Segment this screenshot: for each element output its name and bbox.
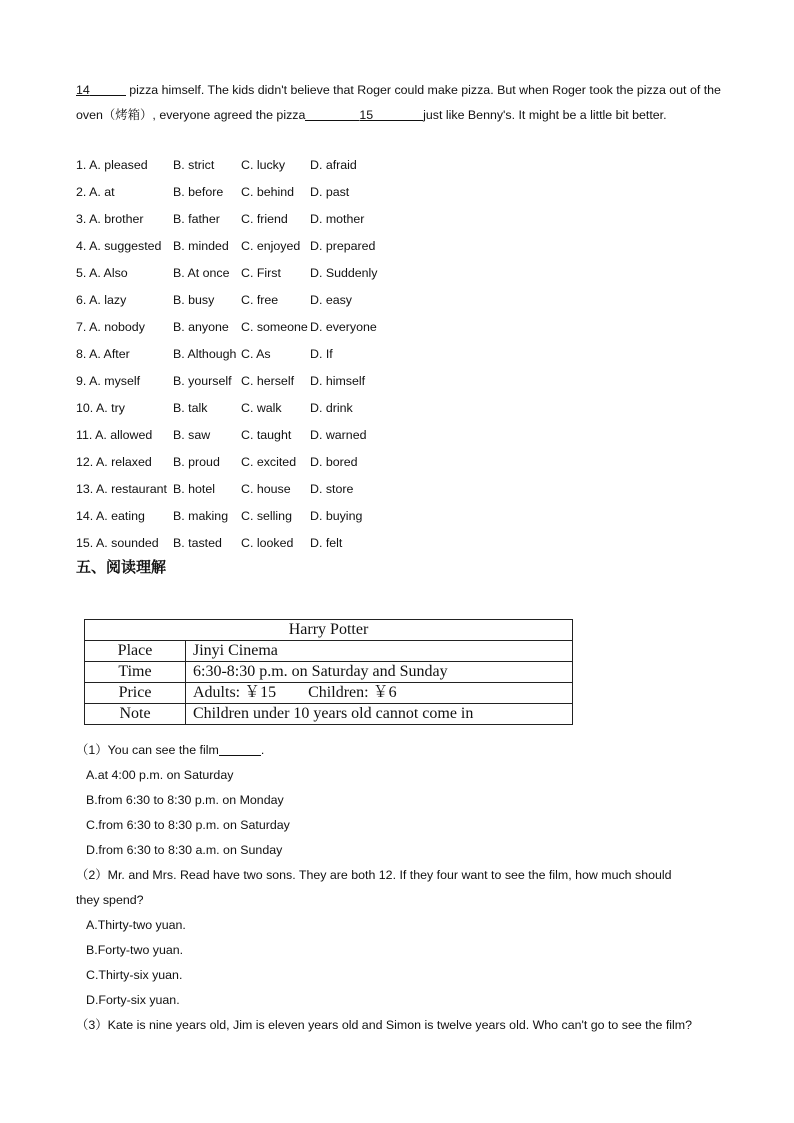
row-key-price: Price	[85, 683, 186, 704]
question-1-option-c: C.from 6:30 to 8:30 p.m. on Saturday	[86, 818, 290, 832]
question-2-stem-line2: they spend?	[76, 893, 144, 907]
option-c: C. house	[241, 482, 291, 496]
reading-questions	[76, 738, 736, 1038]
option-row	[76, 341, 476, 368]
option-b: B. saw	[173, 428, 211, 442]
blank-15-label: 15	[359, 108, 374, 122]
option-b: B. busy	[173, 293, 215, 307]
option-a: 5. A. Also	[76, 266, 128, 280]
passage-text-2: just like Benny's. It might be a little bit better.	[423, 108, 667, 122]
table-row	[85, 641, 573, 662]
option-a: 8. A. After	[76, 347, 130, 361]
option-row	[76, 449, 476, 476]
option-a: 9. A. myself	[76, 374, 141, 388]
option-b: B. minded	[173, 239, 229, 253]
option-b: B. yourself	[173, 374, 232, 388]
row-value-note: Children under 10 years old cannot come in	[186, 704, 573, 725]
option-d: D. afraid	[310, 158, 357, 172]
row-key-time: Time	[85, 662, 186, 683]
blank-15-line-right	[373, 106, 423, 121]
option-row	[76, 395, 476, 422]
option-c: C. enjoyed	[241, 239, 301, 253]
option-a: 13. A. restaurant	[76, 482, 167, 496]
question-1-stem: （1）You can see the film .	[76, 743, 265, 757]
option-row	[76, 206, 476, 233]
option-d: D. warned	[310, 428, 367, 442]
question-2-stem-line1: （2）Mr. and Mrs. Read have two sons. They are both 12. If they four want to see the film, how much should	[76, 868, 672, 882]
option-row	[76, 530, 476, 557]
question-1-option-d: D.from 6:30 to 8:30 a.m. on Sunday	[86, 843, 283, 857]
option-c: C. free	[241, 293, 279, 307]
row-value-place: Jinyi Cinema	[186, 641, 573, 662]
option-b: B. proud	[173, 455, 220, 469]
option-c: C. behind	[241, 185, 295, 199]
option-a: 3. A. brother	[76, 212, 144, 226]
question-3-stem: （3）Kate is nine years old, Jim is eleven years old and Simon is twelve years old. Who can't go to see the film?	[76, 1018, 692, 1032]
option-a: 10. A. try	[76, 401, 125, 415]
option-b: B. anyone	[173, 320, 229, 334]
question-2-option-b: B.Forty-two yuan.	[86, 943, 184, 957]
option-a: 2. A. at	[76, 185, 115, 199]
option-row	[76, 503, 476, 530]
blank-14-label: 14	[76, 83, 90, 97]
question-2-option-d: D.Forty-six yuan.	[86, 993, 180, 1007]
option-row	[76, 179, 476, 206]
option-b: B. talk	[173, 401, 208, 415]
option-row	[76, 152, 476, 179]
option-d: D. bored	[310, 455, 358, 469]
option-b: B. tasted	[173, 536, 222, 550]
option-c: C. taught	[241, 428, 292, 442]
option-c: C. As	[241, 347, 271, 361]
question-2-option-c: C.Thirty-six yuan.	[86, 968, 183, 982]
option-b: B. Although	[173, 347, 237, 361]
option-row	[76, 314, 476, 341]
option-row	[76, 287, 476, 314]
option-row	[76, 422, 476, 449]
option-d: D. himself	[310, 374, 366, 388]
table-row	[85, 683, 573, 704]
option-d: D. easy	[310, 293, 353, 307]
option-c: C. First	[241, 266, 281, 280]
option-d: D. everyone	[310, 320, 377, 334]
option-c: C. friend	[241, 212, 288, 226]
row-key-place: Place	[85, 641, 186, 662]
question-2-option-a: A.Thirty-two yuan.	[86, 918, 186, 932]
option-a: 6. A. lazy	[76, 293, 127, 307]
option-row	[76, 476, 476, 503]
section-title-reading: 五、阅读理解	[76, 558, 167, 576]
option-a: 1. A. pleased	[76, 158, 148, 172]
option-c: C. walk	[241, 401, 282, 415]
movie-info-table	[84, 619, 573, 725]
row-value-price	[186, 683, 573, 704]
option-a: 14. A. eating	[76, 509, 145, 523]
option-d: D. drink	[310, 401, 353, 415]
option-b: B. father	[173, 212, 220, 226]
row-value-time: 6:30-8:30 p.m. on Saturday and Sunday	[186, 662, 573, 683]
option-a: 7. A. nobody	[76, 320, 145, 334]
option-a: 11. A. allowed	[76, 428, 153, 442]
option-c: C. someone	[241, 320, 308, 334]
option-c: C. looked	[241, 536, 294, 550]
option-d: D. felt	[310, 536, 343, 550]
option-b: B. At once	[173, 266, 230, 280]
option-b: B. making	[173, 509, 229, 523]
option-row	[76, 233, 476, 260]
blank-15-line-left	[305, 106, 359, 121]
question-1-option-b: B.from 6:30 to 8:30 p.m. on Monday	[86, 793, 284, 807]
option-c: C. excited	[241, 455, 297, 469]
price-children: Children: ￥6	[308, 684, 397, 701]
passage-text-1: pizza himself. The kids didn't believe that Roger could make pizza. But when Roger took the pizza out of the oven（烤箱）, everyone agreed the pizza	[76, 83, 721, 122]
table-row	[85, 704, 573, 725]
blank-14-line	[90, 81, 126, 96]
option-a: 15. A. sounded	[76, 536, 159, 550]
option-d: D. buying	[310, 509, 363, 523]
movie-title: Harry Potter	[85, 620, 573, 641]
option-d: D. past	[310, 185, 350, 199]
price-adults: Adults: ￥15	[193, 684, 277, 701]
option-b: B. strict	[173, 158, 215, 172]
row-key-note: Note	[85, 704, 186, 725]
option-b: B. before	[173, 185, 224, 199]
option-c: C. selling	[241, 509, 292, 523]
option-d: D. prepared	[310, 239, 376, 253]
question-1-option-a: A.at 4:00 p.m. on Saturday	[86, 768, 234, 782]
option-c: C. herself	[241, 374, 295, 388]
table-title-row	[85, 620, 573, 641]
option-d: D. store	[310, 482, 354, 496]
option-row	[76, 260, 476, 287]
option-d: D. Suddenly	[310, 266, 378, 280]
table-row	[85, 662, 573, 683]
cloze-passage-ending	[76, 78, 726, 128]
option-b: B. hotel	[173, 482, 216, 496]
option-a: 4. A. suggested	[76, 239, 162, 253]
option-d: D. If	[310, 347, 333, 361]
option-d: D. mother	[310, 212, 365, 226]
cloze-options-list	[76, 152, 476, 557]
answer-blank	[219, 741, 261, 756]
option-a: 12. A. relaxed	[76, 455, 152, 469]
option-c: C. lucky	[241, 158, 286, 172]
option-row	[76, 368, 476, 395]
